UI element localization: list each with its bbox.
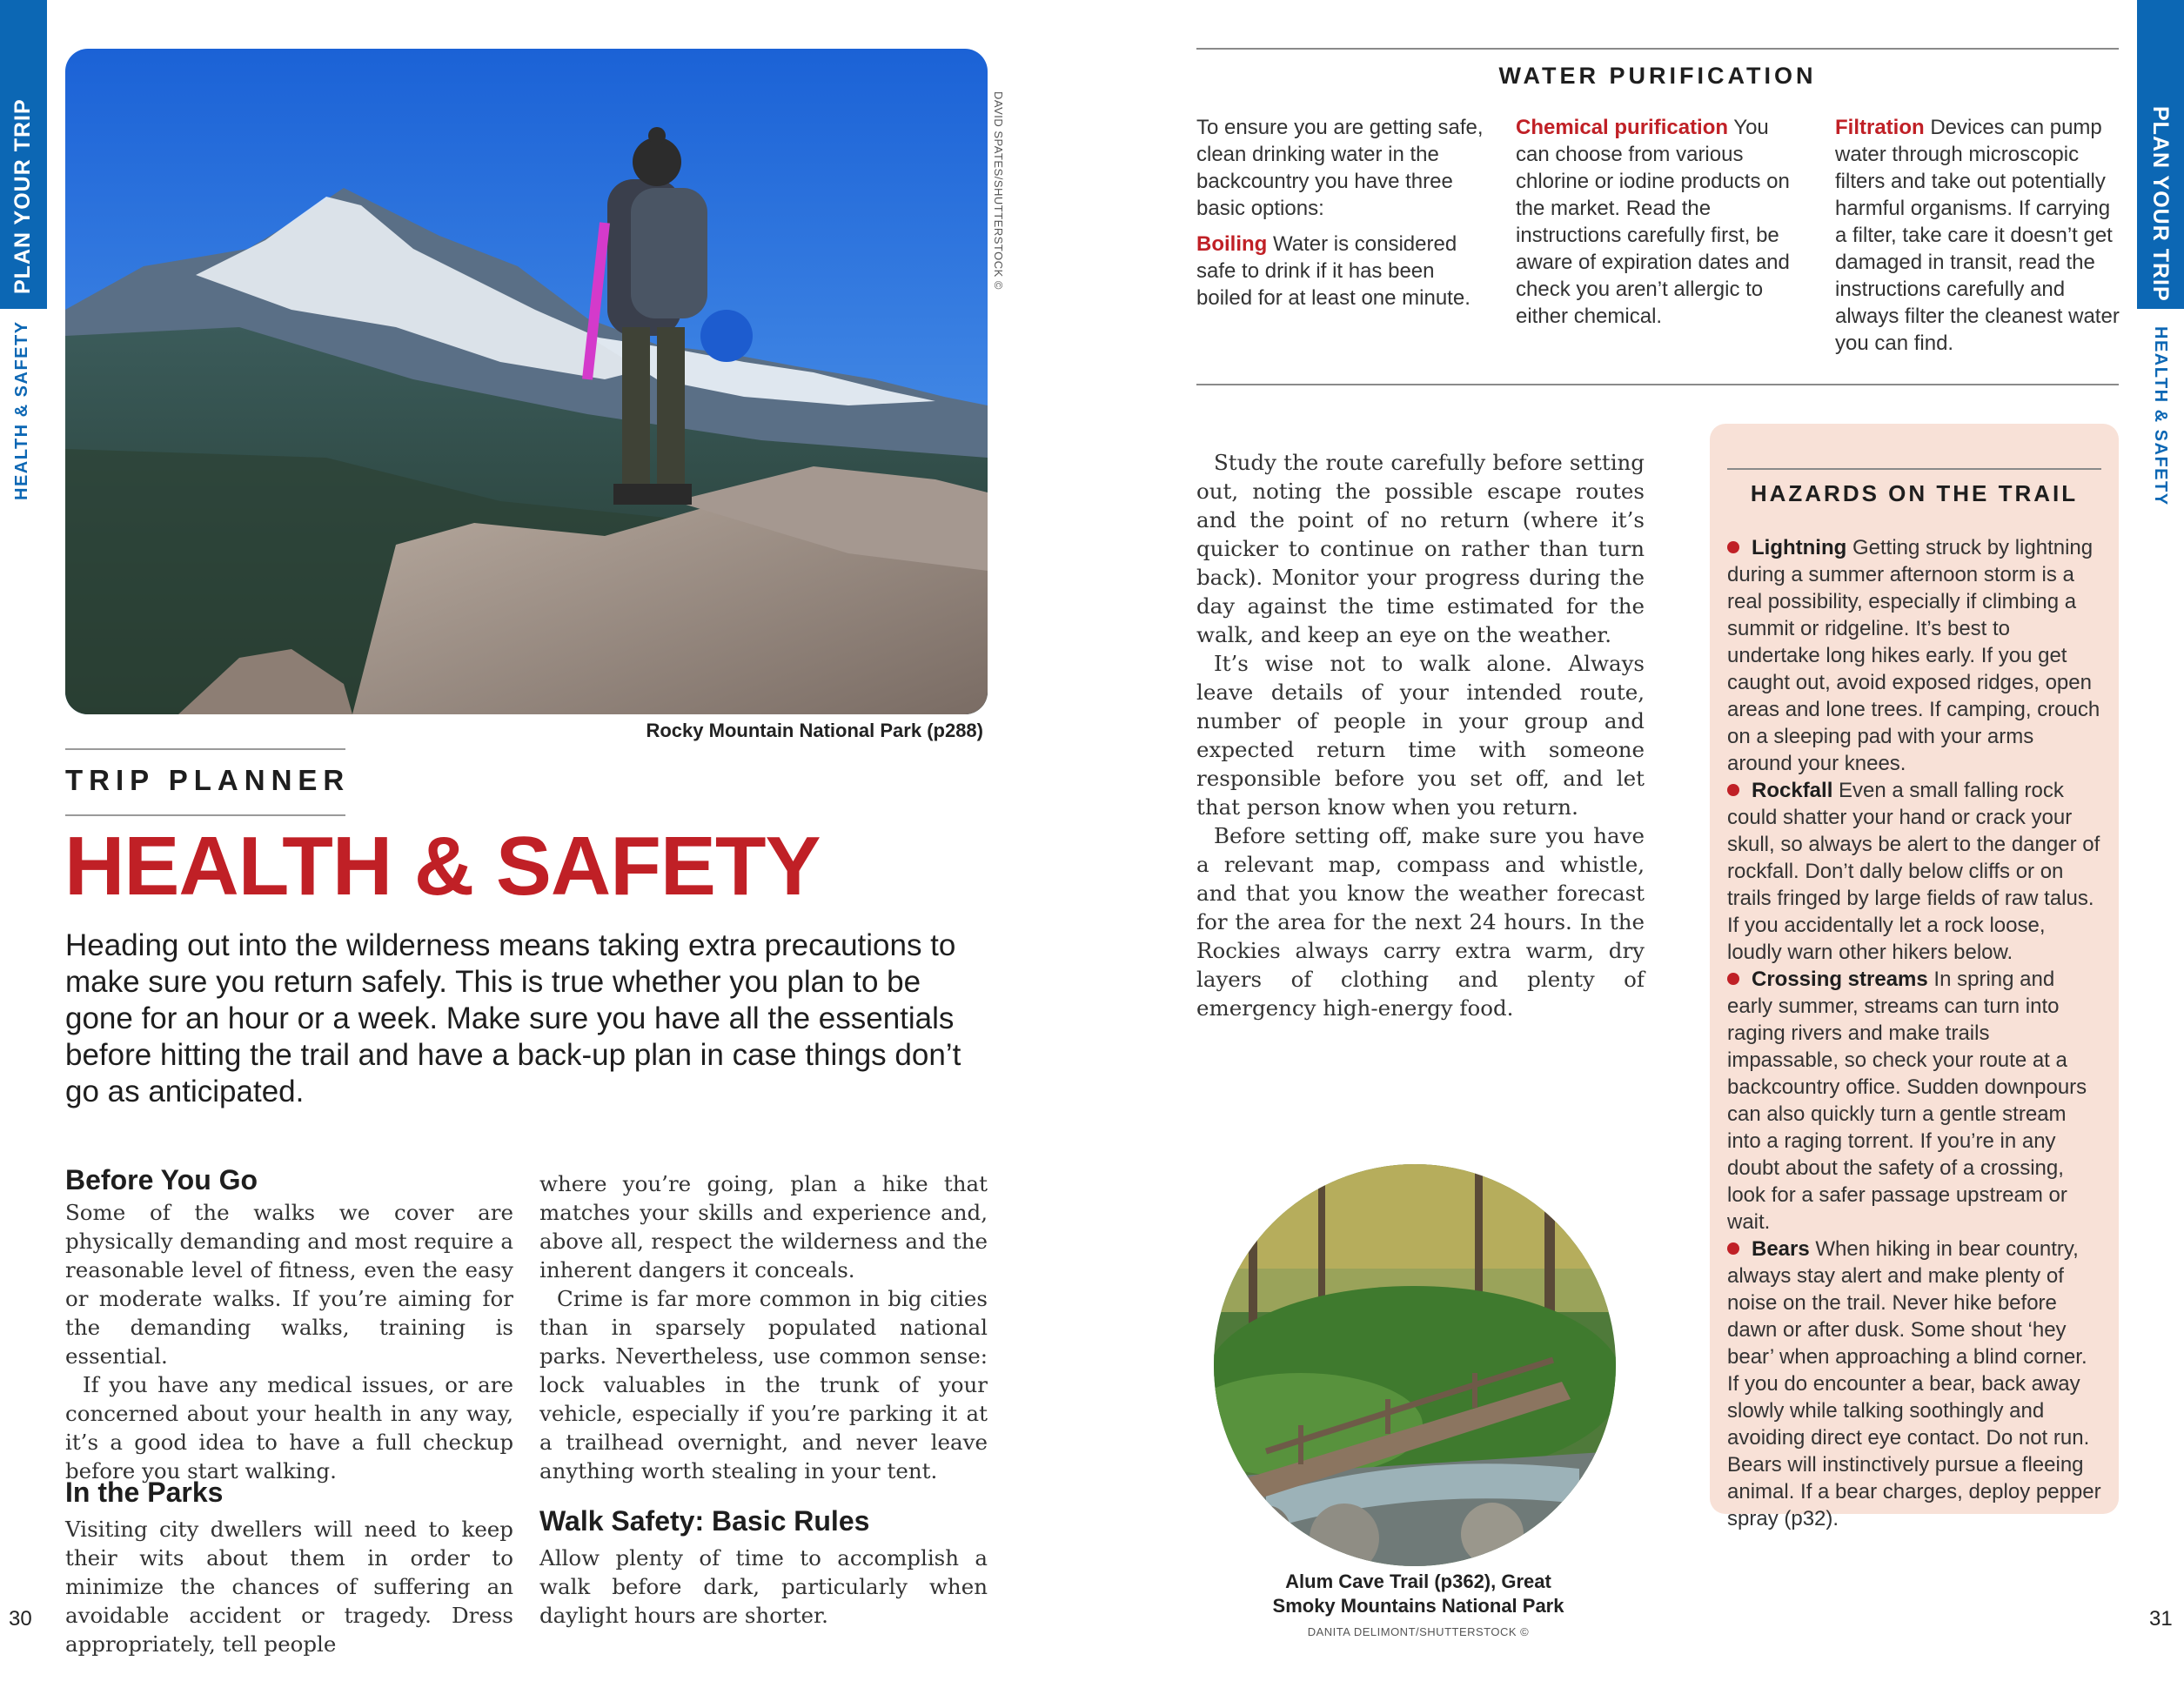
left-section-label: PLAN YOUR TRIP <box>10 98 35 294</box>
water-box-rule-bottom <box>1196 384 2119 385</box>
round-photo-credit: DANITA DELIMONT/SHUTTERSTOCK © <box>1307 1625 1530 1638</box>
boiling-label: Boiling <box>1196 232 1268 256</box>
hazard-item-crossing-streams <box>1727 966 2103 1236</box>
walk-safety-p1: Allow plenty of time to accomplish a walk before dark, particularly when daylight hours are shorter. <box>539 1545 988 1628</box>
filtration-label: Filtration <box>1835 116 1925 139</box>
hazards-title: HAZARDS ON THE TRAIL <box>1750 480 2079 506</box>
hazards-list <box>1727 534 2103 1532</box>
round-photo-caption-line1: Alum Cave Trail (p362), Great <box>1285 1570 1551 1592</box>
hazard-label: Lightning <box>1752 536 1847 559</box>
water-col-filtration <box>1835 114 2122 365</box>
mountain-hiker-photo <box>65 49 988 714</box>
hazard-label: Rockfall <box>1752 779 1833 802</box>
in-the-parks-p1: Visiting city dwellers will need to keep their wits about them in order to minimize the chances of suffering an avoidable accident or tragedy. Dress appropriately, tell people <box>65 1517 513 1657</box>
right-col-p1: Study the route carefully before setting out, noting the possible escape routes and the point of no return (where it’s quicker to continue on rather than turn back). Monitor your progress during the day against the time estimated for the walk, and keep an eye on the weather. <box>1196 450 1645 647</box>
water-col-chemical <box>1516 114 1803 338</box>
water-intro: To ensure you are getting safe, clean drinking water in the backcountry you have three basic options: <box>1196 116 1484 220</box>
round-photo-caption-line2: Smoky Mountains National Park <box>1272 1595 1564 1617</box>
column-two-body <box>539 1169 988 1485</box>
hazards-rule <box>1727 468 2101 470</box>
before-you-go-p2: If you have any medical issues, or are concerned about your health in any way, it’s a good idea to have a full checkup before you start walking. <box>65 1372 513 1483</box>
water-box-rule-top <box>1196 48 2119 50</box>
right-section-label: PLAN YOUR TRIP <box>2148 106 2173 302</box>
column-two-p2: Crime is far more common in big cities than in sparsely populated national parks. Nevertheless, use common sense: lock valuables in the trunk of your vehicle, especially if you’re parking it at a trailhead overnight, and never leave anything worth stealing in your tent. <box>539 1286 988 1483</box>
walk-safety-body <box>539 1544 988 1630</box>
bullet-icon <box>1727 1242 1739 1255</box>
kicker-rule-bottom <box>65 814 345 816</box>
right-col-p2: It’s wise not to walk alone. Always leave details of your intended route, number of people in your group and expected return time with someone responsible before you set off, and let that person know when you return. <box>1196 651 1645 820</box>
page-title: HEALTH & SAFETY <box>64 820 821 913</box>
main-photo-caption: Rocky Mountain National Park (p288) <box>646 720 983 741</box>
water-purification-title: WATER PURIFICATION <box>1498 63 1817 89</box>
kicker-rule-top <box>65 748 345 750</box>
bullet-icon <box>1727 784 1739 796</box>
trail-bridge-photo <box>1214 1164 1616 1566</box>
walk-safety-heading: Walk Safety: Basic Rules <box>539 1505 870 1537</box>
hazard-item-lightning <box>1727 534 2103 777</box>
kicker: TRIP PLANNER <box>65 764 351 796</box>
walk-safety-continued <box>1196 448 1645 1022</box>
in-the-parks-body <box>65 1515 513 1658</box>
water-col-options <box>1196 114 1484 320</box>
bullet-icon <box>1727 973 1739 985</box>
before-you-go-p1: Some of the walks we cover are physically demanding and most require a reasonable level of fitness, even the easy or moderate walks. If you’re aiming for the demanding walks, training is essential. <box>65 1200 513 1369</box>
right-chapter-label: HEALTH & SAFETY <box>2151 326 2170 506</box>
hazard-item-bears <box>1727 1236 2103 1532</box>
filtration-text: Devices can pump water through microscopic filters and take out potentially harmful organisms. If carrying a filter, take care it doesn’t get damaged in transit, read the instructions carefully and always filter the cleanest water you can find. <box>1835 116 2120 355</box>
intro-paragraph: Heading out into the wilderness means taking extra precautions to make sure you return safely. This is true whether you plan to be gone for an hour or a week. Make sure you have all the essentials before hitting the trail and have a back-up plan in case things don’t go as anticipated. <box>65 928 961 1108</box>
page-number-right: 31 <box>2149 1607 2173 1631</box>
left-chapter-label: HEALTH & SAFETY <box>12 320 31 500</box>
hazard-text: In spring and early summer, streams can turn into raging rivers and make trails impassable, so check your route at a backcountry office. Sudden downpours can also quickly turn a gentle stream into a raging torrent. If you’re in any doubt about the safety of a crossing, look for a safer passage upstream or wait. <box>1727 968 2087 1234</box>
water-boiling <box>1196 231 1484 311</box>
chemical-text: You can choose from various chlorine or iodine products on the market. Read the instructions carefully first, be aware of expiration dates and check you aren’t allergic to either chemical. <box>1516 116 1790 328</box>
bullet-icon <box>1727 541 1739 553</box>
page-number-left: 30 <box>9 1607 32 1631</box>
chemical-label: Chemical purification <box>1516 116 1729 139</box>
hazard-text: Getting struck by lightning during a summer afternoon storm is a real possibility, especially if climbing a summit or ridgeline. It’s best to undertake long hikes early. If you get caught out, avoid exposed ridges, open areas and lone trees. If camping, crouch on a sleeping pad with your arms around your knees. <box>1727 536 2100 775</box>
hazard-text: Even a small falling rock could shatter your hand or crack your skull, so always be alert to the danger of rockfall. Don’t dally below cliffs or on trails fringed by large fields of raw talus. If you accidentally let a rock loose, loudly warn other hikers below. <box>1727 779 2100 964</box>
in-the-parks-heading: In the Parks <box>65 1477 224 1508</box>
hazard-label: Bears <box>1752 1237 1810 1261</box>
hazard-item-rockfall <box>1727 777 2103 966</box>
column-two-p1: where you’re going, plan a hike that matches your skills and experience and, above all, respect the wilderness and the inherent dangers it conceals. <box>539 1171 988 1283</box>
hazard-text: When hiking in bear country, always stay alert and make plenty of noise on the trail. Never hike before dawn or after dusk. Some shout ‘hey bear’ when approaching a blind corner. If you do encounter a bear, back away slowly while talking soothingly and avoiding direct eye contact. Do not run. Bears will instinctively pursue a fleeing animal. If a bear charges, deploy pepper spray (p32). <box>1727 1237 2101 1530</box>
before-you-go-heading: Before You Go <box>65 1164 258 1195</box>
main-photo-credit: DAVID SPATES/SHUTTERSTOCK © <box>992 91 1005 290</box>
boiling-text: Water is considered safe to drink if it has been boiled for at least one minute. <box>1196 232 1471 310</box>
before-you-go-body <box>65 1198 513 1485</box>
hazard-label: Crossing streams <box>1752 968 1928 991</box>
right-col-p3: Before setting off, make sure you have a relevant map, compass and whistle, and that you know the weather forecast for the area for the next 24 hours. In the Rockies always carry extra warm, dry layers of clothing and plenty of emergency high-energy food. <box>1196 823 1645 1021</box>
